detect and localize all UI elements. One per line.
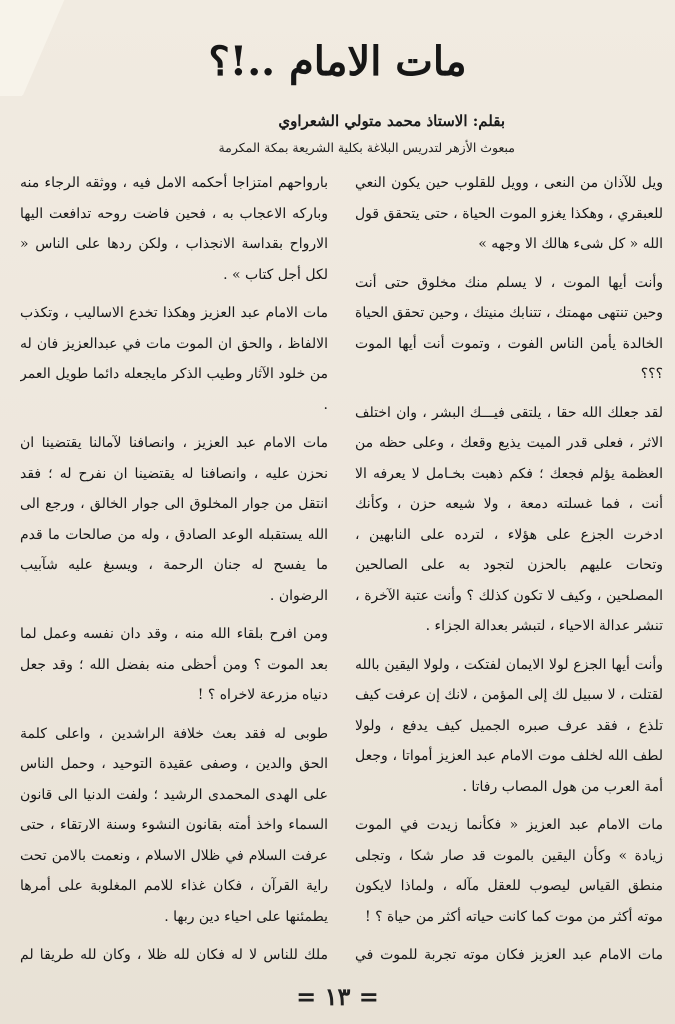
paragraph: ومن افرح بلقاء الله منه ، وقد دان نفسه وعمل لما بعد الموت ؟ ومن أحظى منه بفضل الله ؛ وقد جعل دنياه مزرعة لاخراه ؟ !	[20, 626, 328, 703]
left-text-column	[20, 168, 328, 966]
right-text-column	[355, 168, 663, 966]
paragraph: ملك للناس لا له فكان لله ظلا ، وكان لله طريقا لم	[20, 947, 328, 963]
paragraph: مات الامام عبد العزيز وهكذا تخدع الاساليب ، وتكذب الالفاظ ، والحق ان الموت مات في عبدالعزيز فان له من خلود الآثار وطيب الذكر مايجعله دائما طويل العمر .	[20, 305, 328, 413]
paragraph: مات الامام عبد العزيز فكان موته تجربة للموت في	[355, 947, 663, 963]
page-number: = ١٣ =	[296, 982, 379, 1011]
paragraph: لقد جعلك الله حقا ، يلتقى فيـــك البشر ، وان اختلف الاثر ، فعلى قدر الميت يذيع وقعك ، وعلى حظه من العظمة يؤلم فجعك ؛ فكم ذهبت بخـامل لا يعرفه الا أنت ، فما غسلته دمعة ، ولا شيعه حزن ، وكأنك ادخرت الجزع على هؤلاء ، لترده على النابهين ، وتحات عليهم بالحزن لتجود به على الصالحين المصلحين ، وكيف لا تكون كذلك ؟ وأنت عتبة الآخرة ، تنشر عدالة الاحياء ، لتبشر بعدالة الجزاء .	[355, 404, 663, 634]
paragraph: مات الامام عبد العزيز « فكأنما زيدت في الموت زيادة » وكأن اليقين بالموت قد صار شكا ، وتجلى منطق القياس ليصوب للعقل مآله ، ولماذا لايكون موته أكثر من موت كما كانت حياته أكثر من حياة ؟ !	[355, 817, 663, 925]
paragraph: بارواحهم امتزاجا أحكمه الامل فيه ، ووثقه الرجاء منه وباركه الاعجاب به ، فحين فاضت روحه تدافعت اليها الارواح بقداسة الانجذاب ، ولكن ردها على الناس « لكل أجل كتاب » .	[20, 175, 328, 283]
paragraph: وأنت أيها الموت ، لا يسلم منك مخلوق حتى أنت وحين تنتهى مهمتك ، تتنابك منيتك ، وحين تحقق الحياة الخالدة يأمن الناس الفوت ، وتموت أنت أيها الموت ؟؟؟	[355, 274, 663, 382]
author-affiliation: مبعوث الأزهر لتدريس البلاغة بكلية الشريعة بمكة المكرمة	[218, 140, 515, 155]
author-byline: بقلم: الاستاذ محمد متولي الشعراوي	[278, 112, 505, 130]
paragraph: طوبى له فقد بعث خلافة الراشدين ، واعلى كلمة الحق والدين ، وصفى عقيدة التوحيد ، وحمل الناس على الهدى المحمدى الرشيد ؛ ولفت الدنيا الى قانون السماء واخذ أمته بقانون النشوء وسنة الارتقاء ، حتى عرفت السلام في ظلال الاسلام ، ونعمت بالامن تحت راية القرآن ، فكان غذاء للامم المغلوبة على أمرها يطمئنها على احياء دين ربها .	[20, 725, 328, 925]
paragraph: ويل للآذان من النعى ، وويل للقلوب حين يكون النعي للعبقري ، وهكذا يغزو الموت الحياة ، حتى يتحقق قول الله « كل شىء هالك الا وجهه »	[355, 175, 663, 252]
paragraph: مات الامام عبد العزيز ، وانصافنا لآمالنا يقتضينا ان نحزن عليه ، وانصافنا له يقتضينا ان نفرح له ؛ فقد انتقل من جوار المخلوق الى جوار الخالق ، ورجع الى الله يستقبله الوعد الصادق ، وله من صالحات ما قدم ما يفسح له جنان الرحمة ، ويسبغ عليه شآبيب الرضوان .	[20, 435, 328, 604]
paragraph: وأنت أيها الجزع لولا الايمان لفتكت ، ولولا اليقين بالله لقتلت ، لا سبيل لك إلى المؤمن ، لانك إن عرفت كيف تلذع ، فقد عرف صبره الجميل كيف يدفع ، ولولا لطف الله لخلف موت الامام عبد العزيز أمواتا ، وجعل أمة العرب من هول المصاب رفاتا .	[355, 656, 663, 795]
article-title: مات الامام ..!؟	[208, 38, 467, 85]
